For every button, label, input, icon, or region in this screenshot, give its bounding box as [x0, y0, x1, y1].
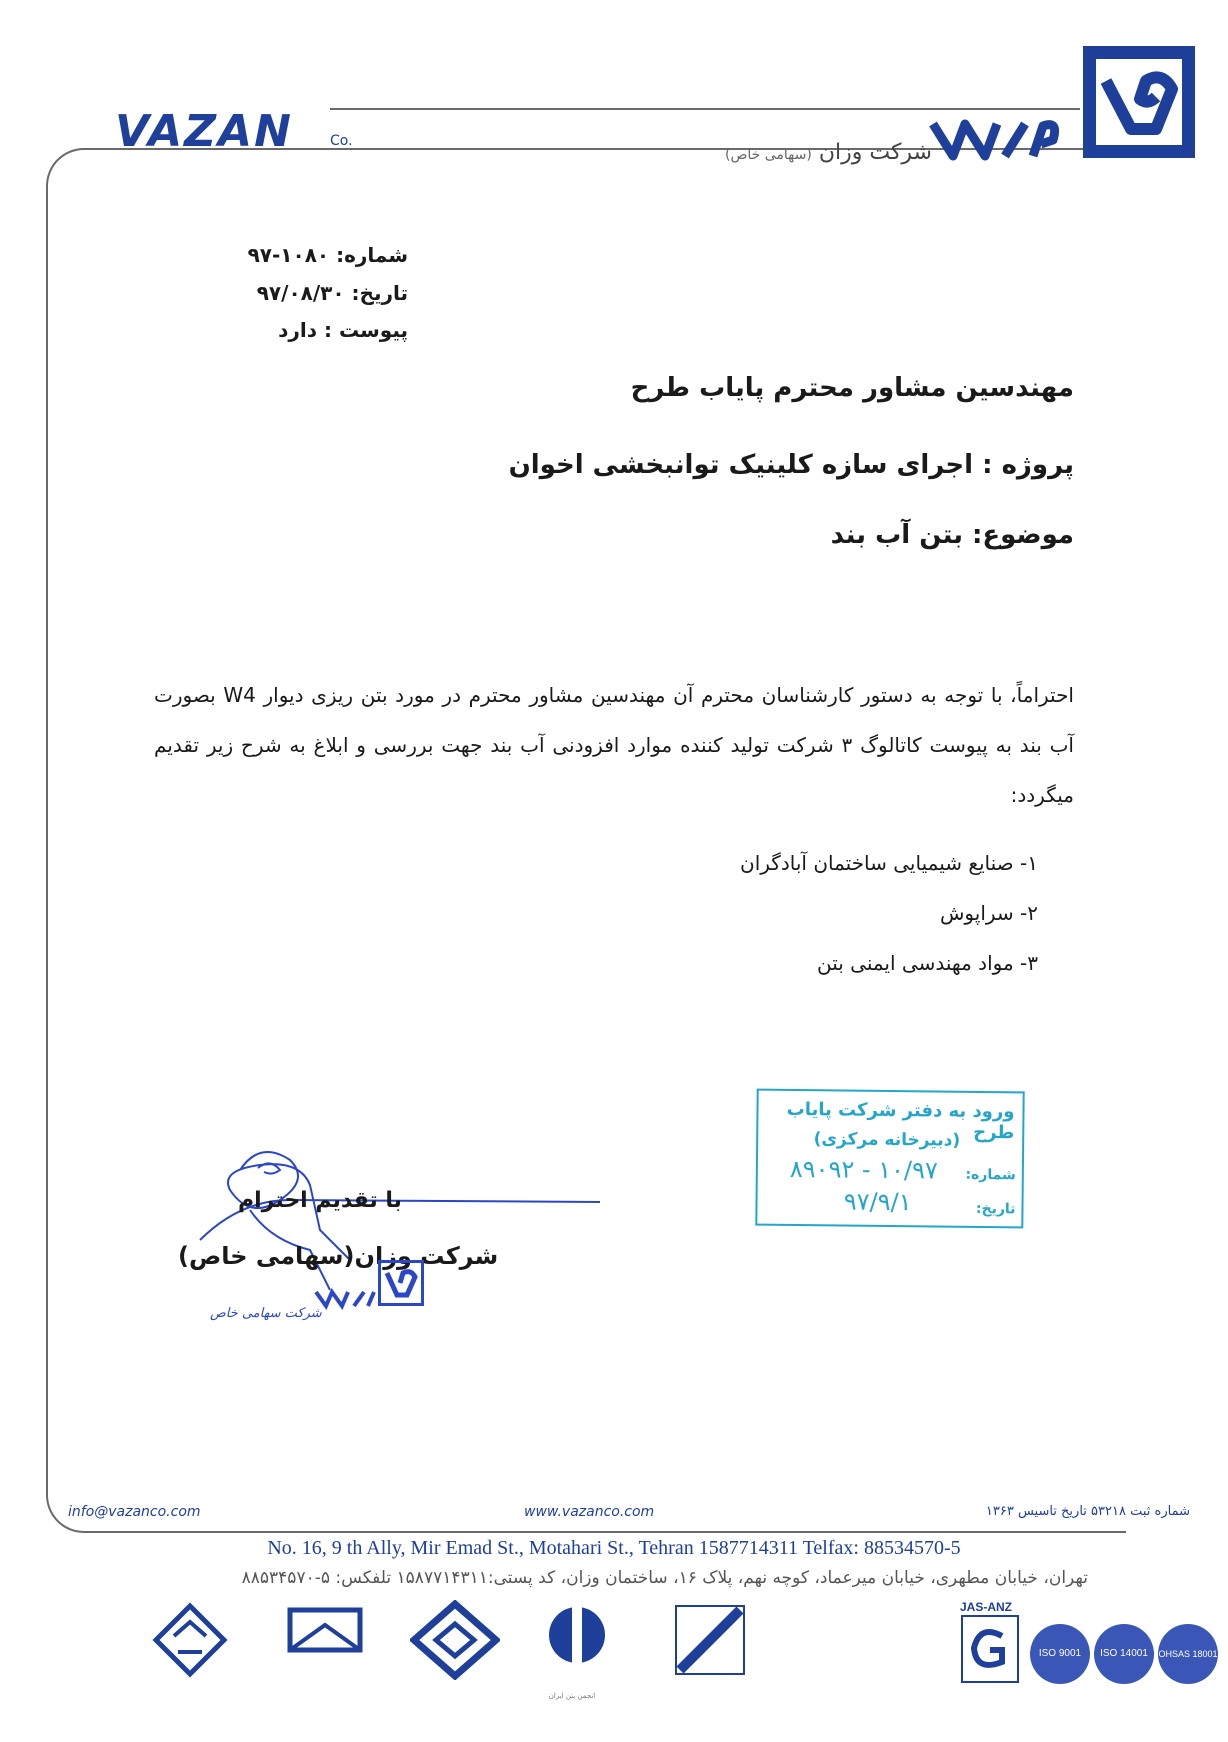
address-english: No. 16, 9 th Ally, Mir Emad St., Motahari St., Tehran 1587714311 Telfax: 88534570-5 [267, 1537, 961, 1559]
stamp-subtitle: (دبیرخانه مرکزی) [813, 1129, 961, 1151]
project-line: پروژه : اجرای سازه کلینیک توانبخشی اخوان [508, 450, 1074, 480]
stamp-date-value: ۹۷/۹/۱ [843, 1187, 912, 1217]
footer-registration: شماره ثبت ۵۳۲۱۸ تاریخ تاسیس ۱۳۶۳ [985, 1504, 1190, 1519]
jas-anz-logo-icon [960, 1614, 1020, 1704]
footer-email[interactable]: info@vazanco.com [68, 1504, 201, 1520]
vazan-logo-icon [1083, 46, 1195, 158]
company-name-fa [725, 140, 932, 165]
signatory-company: شرکت وزان(سهامی خاص) [178, 1242, 499, 1270]
engineering-org-logo-icon [280, 1600, 380, 1690]
letter-attachment: پیوست : دارد [278, 318, 408, 342]
precast-association-logo-icon [670, 1600, 770, 1690]
stamp-number-value: ۱۰/۹۷ - ۸۹۰۹۲ [789, 1154, 939, 1185]
company-seal-wordmark-icon [312, 1286, 382, 1314]
iso-14001-badge: ISO 14001 [1094, 1624, 1154, 1684]
concrete-association-logo-icon [542, 1600, 642, 1690]
mass-builders-logo-icon [410, 1600, 510, 1690]
received-stamp [755, 1089, 1024, 1229]
company-seal-logo-icon [378, 1260, 424, 1306]
closing-line: با تقدیم احترام [238, 1188, 402, 1213]
stamp-date-label: تاریخ: [975, 1200, 1016, 1218]
jas-anz-label: JAS-ANZ [960, 1600, 1013, 1614]
address-persian: تهران، خیابان مطهری، خیابان میرعماد، کوچه نهم، پلاک ۱۶، ساختمان وزان، کد پستی:۱۵۸۷۷۱۴۳۱۱ تلفکس: ۵-۸۸۵۳۴۵۷۰ [241, 1568, 1088, 1588]
subject-line: موضوع: بتن آب بند [830, 520, 1074, 550]
stamp-title: ورود به دفتر شرکت پایاب طرح [786, 1098, 1015, 1144]
company-type: (سهامی خاص) [724, 147, 812, 163]
certification-logos [150, 1600, 1148, 1710]
list-item: ۲- سراپوش [940, 901, 1038, 925]
header-rule [330, 108, 1080, 110]
footer-website[interactable]: www.vazanco.com [524, 1504, 655, 1520]
stamp-number-label: شماره: [965, 1166, 1016, 1184]
supplier-list [740, 838, 1038, 988]
concrete-association-caption: انجمن بتن ایران [548, 1692, 596, 1700]
company-name: شرکت وزان [818, 140, 932, 165]
association-logo-icon [150, 1600, 250, 1690]
vazan-fa-wordmark-icon [925, 112, 1065, 166]
iso-9001-badge: ISO 9001 [1030, 1624, 1090, 1684]
company-seal-text: شرکت سهامی خاص [210, 1306, 322, 1321]
body-paragraph: احتراماً، با توجه به دستور کارشناسان محترم آن مهندسین مشاور محترم در مورد بتن ریزی دیوار W4 بصورت آب بند به پیوست کاتالوگ ۳ شرکت تولید کننده موارد افزودنی آب بند جهت بررسی و ابلاغ به شرح زیر تقدیم میگردد: [154, 683, 1074, 807]
ohsas-18001-badge: OHSAS 18001 [1158, 1624, 1218, 1684]
list-item: ۱- صنایع شیمیایی ساختمان آبادگران [740, 851, 1038, 875]
letter-date: تاریخ: ۹۷/۰۸/۳۰ [256, 281, 408, 305]
brand-wordmark-latin: VAZAN [115, 106, 293, 157]
letter-number: شماره: ۱۰۸۰-۹۷ [247, 243, 408, 267]
brand-wordmark-suffix: Co. [330, 133, 353, 149]
list-item: ۳- مواد مهندسی ایمنی بتن [816, 951, 1038, 975]
addressee: مهندسین مشاور محترم پایاب طرح [630, 373, 1074, 403]
